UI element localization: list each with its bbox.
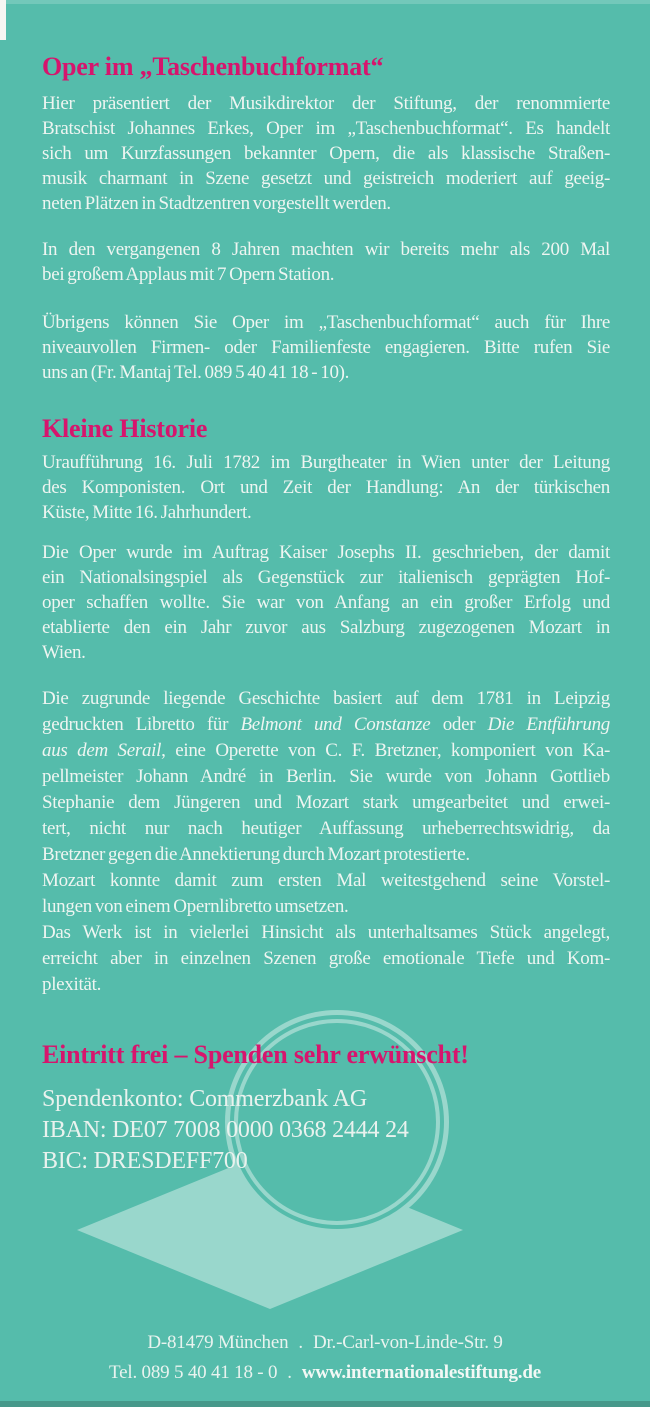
footer-contact-line — [0, 1358, 650, 1388]
text-line: ein Nationalsingspiel als Gegenstück zur italienisch geprägten Hof- — [42, 567, 610, 588]
paragraph-history-commission — [42, 540, 610, 665]
footer-separator: . — [287, 1362, 292, 1383]
top-edge-artifact — [0, 0, 650, 4]
text-line: pellmeister Johann André in Berlin. Sie wurde von Johann Gottlieb — [42, 766, 610, 787]
text-line: Bratschist Johannes Erkes, Oper im „Taschenbuchformat“. Es handelt — [42, 118, 610, 139]
text-line: gedruckten Libretto für Belmont und Constanze oder Die Entführung — [42, 714, 610, 735]
footer-address-line — [0, 1328, 650, 1358]
footer-website-link[interactable]: www.internationalestiftung.de — [301, 1362, 541, 1383]
text-line: neten Plätzen in Stadtzentren vorgestellt werden. — [42, 193, 391, 214]
paragraph-intro-statistics — [42, 237, 610, 287]
text-line: oper schaffen wollte. Sie war von Anfang an ein großer Erfolg und — [42, 592, 610, 613]
text-line: Die zugrunde liegende Geschichte basiert auf dem 1781 in Leipzig — [42, 688, 610, 709]
text-line: uns an (Fr. Mantaj Tel. 089 5 40 41 18 - 10). — [42, 362, 350, 383]
text-line: etablierte den ein Jahr zuvor aus Salzburg zugezogenen Mozart in — [42, 617, 610, 638]
text-line: Uraufführung 16. Juli 1782 im Burgtheater in Wien unter der Leitung — [42, 452, 610, 473]
paragraph-intro-presentation — [42, 91, 610, 216]
text-line: Die Oper wurde im Auftrag Kaiser Josephs II. geschrieben, der damit — [42, 542, 610, 563]
text-line: bei großem Applaus mit 7 Opern Station. — [42, 264, 335, 285]
footer-separator: . — [298, 1332, 303, 1353]
text-line: Hier präsentiert der Musikdirektor der Stiftung, der renommierte — [42, 93, 610, 114]
donation-account-line: Spendenkonto: Commerzbank AG — [42, 1086, 368, 1112]
text-line: Bretzner gegen die Annektierung durch Mozart protestierte. — [42, 844, 470, 865]
text-line: plexität. — [42, 974, 102, 995]
bottom-edge-artifact — [0, 1401, 650, 1407]
donation-iban-line: IBAN: DE07 7008 0000 0368 2444 24 — [42, 1117, 409, 1143]
footer-phone: Tel. 089 5 40 41 18 - 0 — [109, 1362, 278, 1383]
section-heading-eintritt-frei: Eintritt frei – Spenden sehr erwünscht! — [42, 1040, 469, 1069]
footer-street: Dr.-Carl-von-Linde-Str. 9 — [312, 1332, 503, 1353]
section-heading-kleine-historie: Kleine Historie — [42, 414, 208, 443]
text-line: des Komponisten. Ort und Zeit der Handlung: An der türkischen — [42, 477, 610, 498]
paragraph-intro-booking — [42, 310, 610, 385]
text-line: Wien. — [42, 642, 86, 663]
text-line: Übrigens können Sie Oper im „Taschenbuchformat“ auch für Ihre — [42, 312, 610, 333]
text-line: musik charmant in Szene gesetzt und geistreich moderiert auf geeig- — [42, 168, 610, 189]
text-line: In den vergangenen 8 Jahren machten wir bereits mehr als 200 Mal — [42, 239, 610, 260]
section-heading-oper-im-taschenbuchformat: Oper im „Taschenbuchformat“ — [42, 52, 384, 81]
text-line: Küste, Mitte 16. Jahrhundert. — [42, 502, 252, 523]
text-line: niveauvollen Firmen- oder Familienfeste engagieren. Bitte rufen Sie — [42, 337, 610, 358]
text-line: erreicht aber in einzelnen Szenen große emotionale Tiefe und Kom- — [42, 948, 610, 969]
content-column — [42, 0, 610, 1177]
text-line: lungen von einem Opernlibretto umsetzen. — [42, 896, 349, 917]
paragraph-history-work-character — [42, 920, 610, 998]
corner-scan-artifact — [0, 0, 6, 40]
text-line: tert, nicht nur nach heutiger Auffassung urheberrechtswidrig, da — [42, 818, 610, 839]
donation-bic-line: BIC: DRESDEFF700 — [42, 1148, 248, 1174]
paragraph-history-premiere — [42, 450, 610, 525]
text-line: aus dem Serail, eine Operette von C. F. Bretzner, komponiert von Ka- — [42, 740, 610, 761]
paragraph-history-mozart-vision — [42, 868, 610, 920]
text-line: Stephanie dem Jüngeren und Mozart stark umgearbeitet und erwei- — [42, 792, 610, 813]
text-line: sich um Kurzfassungen bekannter Opern, die als klassische Straßen- — [42, 143, 610, 164]
footer — [0, 1328, 650, 1388]
donation-account-block — [42, 1084, 610, 1177]
paragraph-history-libretto — [42, 686, 610, 868]
text-line: Das Werk ist in vielerlei Hinsicht als unterhaltsames Stück angelegt, — [42, 922, 610, 943]
footer-city: D-81479 München — [147, 1332, 289, 1353]
text-line: Mozart konnte damit zum ersten Mal weitestgehend seine Vorstel- — [42, 870, 610, 891]
